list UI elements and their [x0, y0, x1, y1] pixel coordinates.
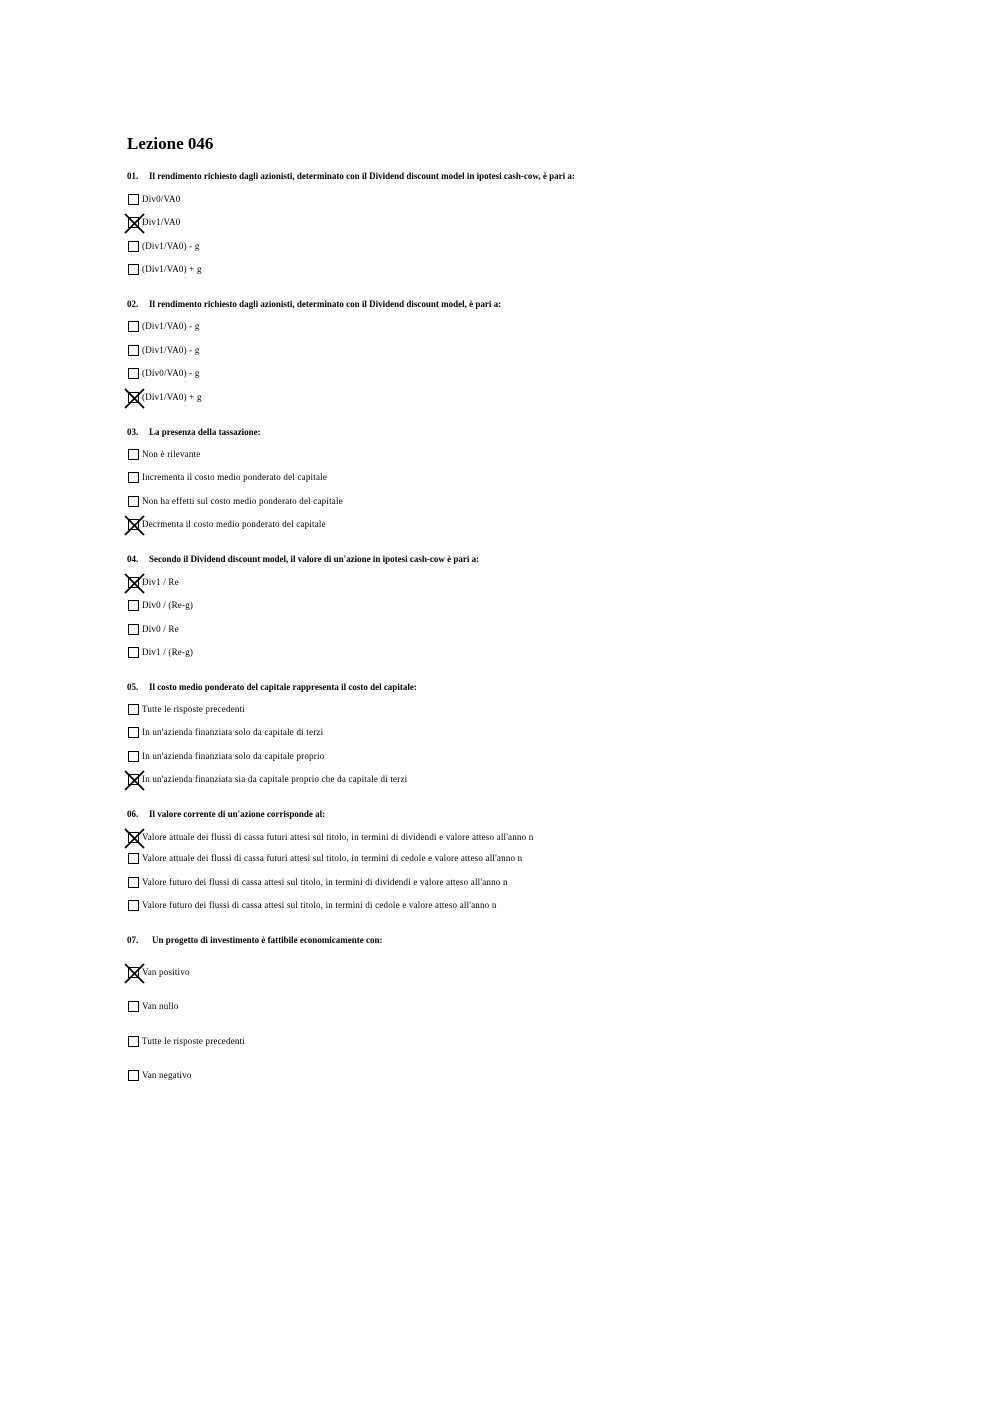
checkbox[interactable] [128, 900, 139, 911]
question-number: 02. [127, 299, 139, 309]
checkbox[interactable] [128, 472, 139, 483]
question-number: 05. [127, 682, 139, 692]
question-7 [127, 934, 383, 946]
answer-option[interactable] [128, 517, 326, 531]
answer-option[interactable] [128, 494, 343, 508]
checked-checkbox[interactable] [128, 967, 139, 978]
answer-option[interactable] [128, 447, 200, 461]
cross-mark-icon [124, 573, 145, 594]
option-label: Valore futuro dei flussi di cassa attesi sul titolo, in termini di dividendi e valore atteso all'anno n [142, 877, 508, 887]
question-6 [127, 808, 325, 820]
option-label: Div0/VA0 [142, 194, 181, 204]
option-label: Incrementa il costo medio ponderato del capitale [142, 472, 328, 482]
answer-option[interactable] [128, 749, 324, 763]
option-label: Valore attuale dei flussi di cassa futuri attesi sul titolo, in termini di cedole e valore atteso all'anno n [142, 853, 523, 863]
checkbox[interactable] [128, 1070, 139, 1081]
answer-option[interactable] [128, 772, 407, 786]
answer-option[interactable] [128, 645, 193, 659]
option-label: Tutte le risposte precedenti [142, 1036, 245, 1046]
checkbox[interactable] [128, 345, 139, 356]
answer-option[interactable] [128, 875, 508, 889]
checkbox[interactable] [128, 751, 139, 762]
option-label: Van nullo [142, 1001, 179, 1011]
option-label: Valore futuro dei flussi di cassa attesi sul titolo, in termini di cedole e valore atteso all'anno n [142, 900, 497, 910]
question-4 [127, 553, 479, 565]
checkbox[interactable] [128, 600, 139, 611]
option-label: (Div0/VA0) - g [142, 368, 200, 378]
question-number: 01. [127, 171, 139, 181]
question-number: 06. [127, 809, 139, 819]
option-label: Div1/VA0 [142, 217, 181, 227]
checkbox[interactable] [128, 368, 139, 379]
checkbox[interactable] [128, 321, 139, 332]
checkbox[interactable] [128, 853, 139, 864]
answer-option[interactable] [128, 830, 533, 844]
checkbox[interactable] [128, 241, 139, 252]
answer-option[interactable] [128, 999, 179, 1013]
option-label: In un'azienda finanziata solo da capitale di terzi [142, 727, 324, 737]
answer-option[interactable] [128, 1068, 192, 1082]
cross-mark-icon [124, 213, 145, 234]
question-number: 04. [127, 554, 139, 564]
checked-checkbox[interactable] [128, 519, 139, 530]
option-label: (Div1/VA0) + g [142, 264, 202, 274]
answer-option[interactable] [128, 192, 180, 206]
checkbox[interactable] [128, 449, 139, 460]
option-label: (Div1/VA0) - g [142, 345, 200, 355]
option-label: (Div1/VA0) - g [142, 241, 200, 251]
option-label: Van positivo [142, 967, 190, 977]
answer-option[interactable] [128, 575, 179, 589]
option-label: (Div1/VA0) + g [142, 392, 202, 402]
answer-option[interactable] [128, 965, 190, 979]
checked-checkbox[interactable] [128, 774, 139, 785]
answer-option[interactable] [128, 1034, 245, 1048]
answer-option[interactable] [128, 470, 327, 484]
answer-option[interactable] [128, 622, 179, 636]
checkbox[interactable] [128, 1036, 139, 1047]
checkbox[interactable] [128, 1001, 139, 1012]
answer-option[interactable] [128, 390, 202, 404]
answer-option[interactable] [128, 366, 200, 380]
question-number: 03. [127, 427, 139, 437]
option-label: Valore attuale dei flussi di cassa futuri attesi sul titolo, in termini di dividendi e valore atteso all'anno n [142, 832, 534, 842]
question-text: La presenza della tassazione: [149, 427, 261, 437]
checkbox[interactable] [128, 264, 139, 275]
question-1 [127, 170, 575, 182]
cross-mark-icon [124, 388, 145, 409]
cross-mark-icon [124, 963, 145, 984]
question-text: Il valore corrente di un'azione corrisponde al: [149, 809, 326, 819]
checkbox[interactable] [128, 647, 139, 658]
option-label: In un'azienda finanziata sia da capitale proprio che da capitale di terzi [142, 774, 408, 784]
question-3 [127, 426, 261, 438]
checked-checkbox[interactable] [128, 832, 139, 843]
answer-option[interactable] [128, 851, 522, 865]
checkbox[interactable] [128, 496, 139, 507]
answer-option[interactable] [128, 702, 245, 716]
option-label: Div0 / Re [142, 624, 179, 634]
answer-option[interactable] [128, 262, 202, 276]
answer-option[interactable] [128, 215, 180, 229]
option-label: (Div1/VA0) - g [142, 321, 200, 331]
option-label: Van negativo [142, 1070, 192, 1080]
question-text: Il rendimento richiesto dagli azionisti, determinato con il Dividend discount model, è pari a: [149, 299, 502, 309]
answer-option[interactable] [128, 319, 200, 333]
checked-checkbox[interactable] [128, 392, 139, 403]
answer-option[interactable] [128, 725, 323, 739]
answer-option[interactable] [128, 598, 193, 612]
answer-option[interactable] [128, 898, 497, 912]
checkbox[interactable] [128, 727, 139, 738]
question-text: Il rendimento richiesto dagli azionisti, determinato con il Dividend discount model in ipotesi cash-cow, è pari a: [149, 171, 575, 181]
option-label: Div0 / (Re-g) [142, 600, 194, 610]
option-label: In un'azienda finanziata solo da capitale proprio [142, 751, 325, 761]
question-5 [127, 681, 417, 693]
question-text: Il costo medio ponderato del capitale rappresenta il costo del capitale: [149, 682, 417, 692]
answer-option[interactable] [128, 239, 200, 253]
option-label: Tutte le risposte precedenti [142, 704, 245, 714]
checked-checkbox[interactable] [128, 577, 139, 588]
answer-option[interactable] [128, 343, 200, 357]
cross-mark-icon [124, 515, 145, 536]
question-2 [127, 298, 501, 310]
question-text: Secondo il Dividend discount model, il valore di un'azione in ipotesi cash-cow è pari a: [149, 554, 480, 564]
checkbox[interactable] [128, 704, 139, 715]
option-label: Div1 / (Re-g) [142, 647, 194, 657]
cross-mark-icon [124, 770, 145, 791]
checkbox[interactable] [128, 624, 139, 635]
checkbox[interactable] [128, 194, 139, 205]
question-text: Un progetto di investimento è fattibile economicamente con: [152, 935, 383, 945]
page-title: Lezione 046 [127, 134, 214, 153]
option-label: Div1 / Re [142, 577, 179, 587]
question-number: 07. [127, 935, 139, 945]
checkbox[interactable] [128, 877, 139, 888]
cross-mark-icon [124, 828, 145, 849]
checked-checkbox[interactable] [128, 217, 139, 228]
option-label: Non è rilevante [142, 449, 201, 459]
option-label: Decrmenta il costo medio ponderato del capitale [142, 519, 326, 529]
option-label: Non ha effetti sul costo medio ponderato del capitale [142, 496, 343, 506]
